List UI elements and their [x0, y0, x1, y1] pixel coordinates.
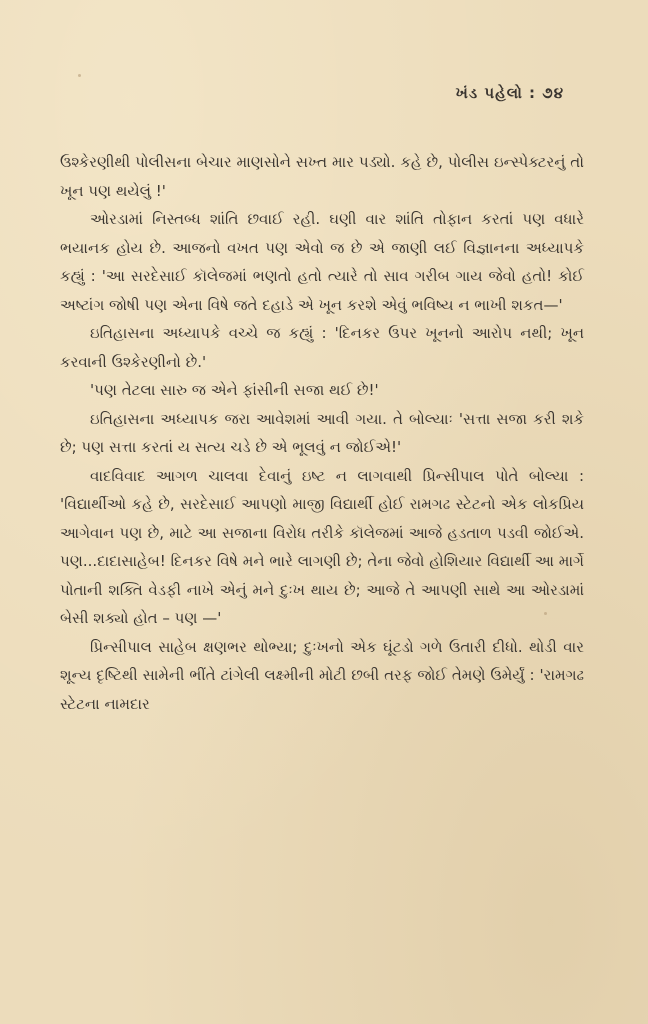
- paragraph-1: ઉશ્કેરણીથી પોલીસના બેચાર માણસોને સખ્ત માર પડ્યો. કહે છે, પોલીસ ઇન્સ્પેક્ટરનું તો ખૂન પણ થયેલું !': [60, 153, 584, 200]
- paragraph-3: ઇતિહાસના અધ્યાપકે વચ્ચે જ કહ્યું : 'દિનકર ઉપર ખૂનનો આરોપ નથી; ખૂન કરવાની ઉશ્કેરણીનો છે.': [60, 324, 584, 371]
- running-head: ખંડ પહેલો : ૭૪: [455, 84, 564, 102]
- paragraph-5: ઇતિહાસના અધ્યાપક જરા આવેશમાં આવી ગયા. તે બોલ્યાઃ 'સત્તા સજા કરી શકે છે; પણ સત્તા કરતાં ય સત્ય ચડે છે એ ભૂલવું ન જોઈએ!': [60, 409, 584, 456]
- body-text: [60, 148, 584, 718]
- paragraph-7: પ્રિન્સીપાલ સાહેબ ક્ષણભર થોભ્યા; દુઃખનો એક ઘૂંટડો ગળે ઉતારી દીધો. થોડી વાર શૂન્ય દૃષ્ટિથી સામેની ભીંતે ટાંગેલી લક્ષ્મીની મોટી છબી તરફ જોઈ તેમણે ઉમેર્યું : 'રામગઢ સ્ટેટના નામદાર: [60, 637, 584, 713]
- paragraph-4: 'પણ તેટલા સારુ જ એને ફાંસીની સજા થઈ છે!': [90, 381, 379, 399]
- paragraph-2: ઓરડામાં નિસ્તબ્ધ શાંતિ છવાઈ રહી. ઘણી વાર શાંતિ તોફાન કરતાં પણ વધારે ભયાનક હોય છે. આજનો વખત પણ એવો જ છે એ જાણી લઈ વિજ્ઞાનના અધ્યાપકે કહ્યું : 'આ સરદેસાઈ કૉલેજમાં ભણતો હતો ત્યારે તો સાવ ગરીબ ગાય જેવો હતો! કોઈ અષ્ટાંગ જોષી પણ એના વિષે જતે દહાડે એ ખૂન કરશે એવું ભવિષ્ય ન ભાખી શકત—': [60, 210, 584, 314]
- paper-speck: [78, 74, 81, 77]
- paragraph-6: વાદવિવાદ આગળ ચાલવા દેવાનું ઇષ્ટ ન લાગવાથી પ્રિન્સીપાલ પોતે બોલ્યા : 'વિદ્યાર્થીઓ કહે છે, સરદેસાઈ આપણો માજી વિદ્યાર્થી હોઈ રામગઢ સ્ટેટનો એક લોકપ્રિય આગેવાન પણ છે, માટે આ સજાના વિરોધ તરીકે કૉલેજમાં આજે હડતાળ પડવી જોઈએ. પણ...દાદાસાહેબ! દિનકર વિષે મને ભારે લાગણી છે; તેના જેવો હોશિયાર વિદ્યાર્થી આ માર્ગે પોતાની શક્તિ વેડફી નાખે એનું મને દુઃખ થાય છે; આજે તે આપણી સાથે આ ઓરડામાં બેસી શક્યો હોત – પણ —': [60, 466, 584, 627]
